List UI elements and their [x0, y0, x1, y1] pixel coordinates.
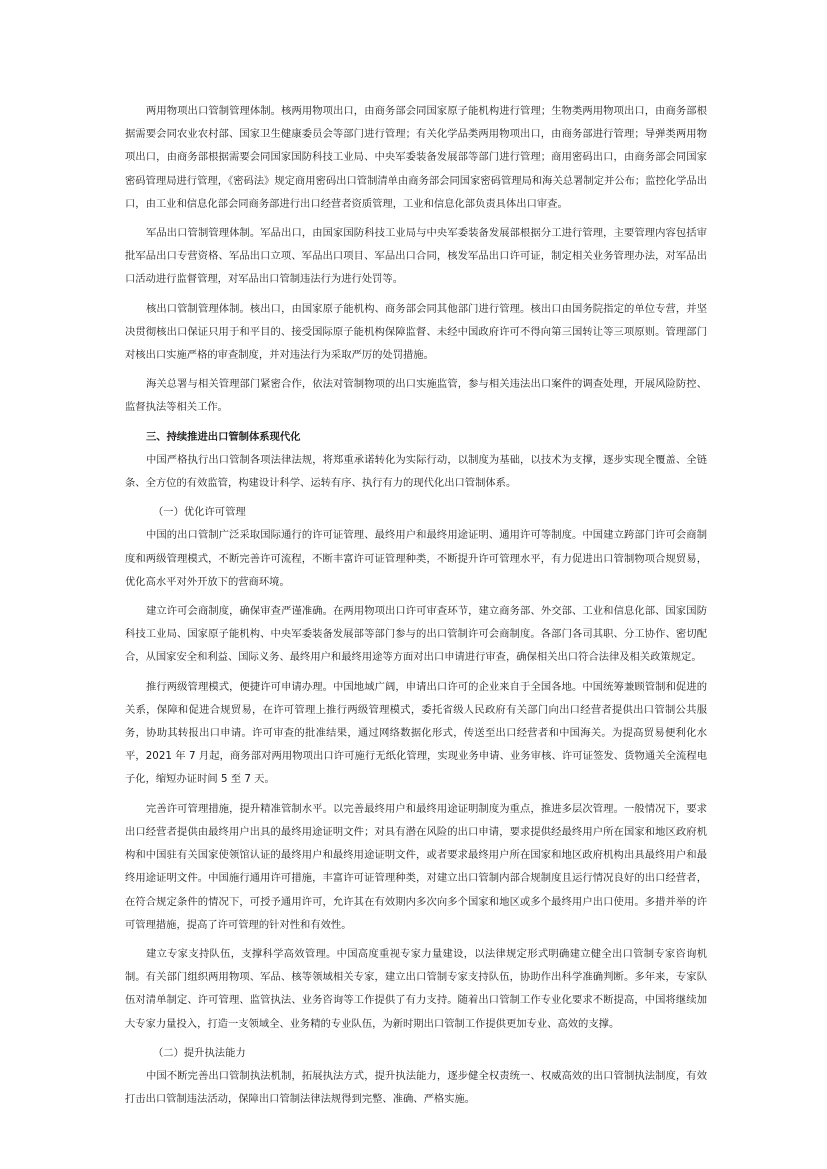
paragraph-section-intro: 中国严格执行出口管制各项法律法规，将郑重承诺转化为实际行动，以制度为基础，以技术为支撑，逐步实现全覆盖、全链条、全方位的有效监管，构建设计科学、运转有序、执行有力的现代化出口管制体系。 [125, 453, 707, 490]
section-heading-modernization: 三、持续推进出口管制体系现代化 [146, 430, 301, 443]
paragraph-expert-support: 建立专家支持队伍，支撑科学高效管理。中国高度重视专家力量建设，以法律规定形式明确建立健全出口管制专家咨询机制。有关部门组织两用物项、军品、核等领域相关专家，建立出口管制专家支持队伍，协助作出科学准确判断。多年来，专家队伍对清单制定、许可管理、监管执法、业务咨询等工作提供了有力支持。随着出口管制工作专业化要求不断提高，中国将继续加大专家力量投入，打造一支领域全、业务精的专业队伍，为新时期出口管制工作提供更加专业、高效的支撑。 [125, 947, 707, 1030]
document-page [125, 100, 707, 1117]
paragraph-customs-cooperation: 海关总署与相关管理部门紧密合作，依法对管制物项的出口实施监管，参与相关违法出口案件的调查处理，开展风险防控、监督执法等相关工作。 [125, 378, 707, 414]
paragraph-license-overview: 中国的出口管制广泛采取国际通行的许可证管理、最终用户和最终用途证明、通用许可等制度。中国建立跨部门许可会商制度和两级管理模式，不断完善许可流程，不断丰富许可证管理种类，不断提升许可管理水平，有力促进出口管制物项合规贸易，优化高水平对外开放下的营商环境。 [125, 529, 707, 588]
paragraph-license-consultation: 建立许可会商制度，确保审查严谨准确。在两用物项出口许可审查环节，建立商务部、外交部、工业和信息化部、国家国防科技工业局、国家原子能机构、中央军委装备发展部等部门参与的出口管制许可会商制度。各部门各司其职、分工协作、密切配合，从国家安全和利益、国际义务、最终用户和最终用途等方面对出口申请进行审查，确保相关出口符合法律及相关政策规定。 [125, 605, 707, 664]
paragraph-nuclear-export-control-system: 核出口管制管理体制。核出口，由国家原子能机构、商务部会同其他部门进行管理。核出口由国务院指定的单位专营，并坚决贯彻核出口保证只用于和平目的、接受国际原子能机构保障监督、未经中国政府许可不得向第三国转让等三项原则。管理部门对核出口实施严格的审查制度，并对违法行为采取严厉的处罚措施。 [125, 302, 707, 362]
paragraph-enforcement: 中国不断完善出口管制执法机制，拓展执法方式，提升执法能力，逐步健全权责统一、权威高效的出口管制执法制度，有效打击出口管制违法活动，保障出口管制法律法规得到完整、准确、严格实施。 [125, 1069, 707, 1106]
paragraph-military-export-control-system: 军品出口管制管理体制。军品出口，由国家国防科技工业局与中央军委装备发展部根据分工进行管理，主要管理内容包括审批军品出口专营资格、军品出口立项、军品出口项目、军品出口合同，核发军品出口许可证，制定相关业务管理办法，对军品出口活动进行监督管理，对军品出口管制违法行为进行处罚等。 [125, 227, 707, 286]
paragraph-two-level-management: 推行两级管理模式，便捷许可申请办理。中国地域广阔，申请出口许可的企业来自于全国各地。中国统筹兼顾管制和促进的关系，保障和促进合规贸易，在许可管理上推行两级管理模式，委托省级人民政府有关部门向出口经营者提供出口管制公共服务，协助其转报出口申请。许可审查的批准结果，通过网络数据化形式，传送至出口经营者和中国海关。为提高贸易便利化水平，2021 年 7 月起，商务部对两用物项出口许可施行无纸化管理，实现业务申请、业务审核、许可证签发、货物通关全流程电子化，缩短办证时间 5 至 7 天。 [125, 680, 707, 786]
paragraph-dual-use-control-system: 两用物项出口管制管理体制。核两用物项出口，由商务部会同国家原子能机构进行管理；生物类两用物项出口，由商务部根据需要会同农业农村部、国家卫生健康委员会等部门进行管理；有关化学品类两用物项出口，由商务部进行管理；导弹类两用物项出口，由商务部根据需要会同国家国防科技工业局、中央军委装备发展部等部门进行管理；商用密码出口，由商务部会同国家密码管理局进行管理，《密码法》规定商用密码出口管制清单由商务部会同国家密码管理局和海关总署制定并公布；监控化学品出口，由工业和信息化部会同商务部进行出口经营者资质管理，工业和信息化部负责具体出口审查。 [125, 105, 707, 210]
subsection-heading-enforcement: （二）提升执法能力 [153, 1046, 246, 1059]
paragraph-license-measures: 完善许可管理措施，提升精准管制水平。以完善最终用户和最终用途证明制度为重点，推进多层次管理。一般情况下，要求出口经营者提供由最终用户出具的最终用途证明文件；对具有潜在风险的出口申请，要求提供经最终用户所在国家和地区政府机构和中国驻有关国家使领馆认证的最终用户和最终用途证明文件，或者要求最终用户所在国家和地区政府机构出具最终用户和最终用途证明文件。中国施行通用许可措施，丰富许可证管理种类，对建立出口管制内部合规制度且运行情况良好的出口经营者，在符合规定条件的情况下，可授予通用许可，允许其在有效期内多次向多个国家和地区或多个最终用户出口使用。多措并举的许可管理措施，提高了许可管理的针对性和有效性。 [125, 802, 707, 931]
subsection-heading-license-management: （一）优化许可管理 [153, 506, 246, 519]
